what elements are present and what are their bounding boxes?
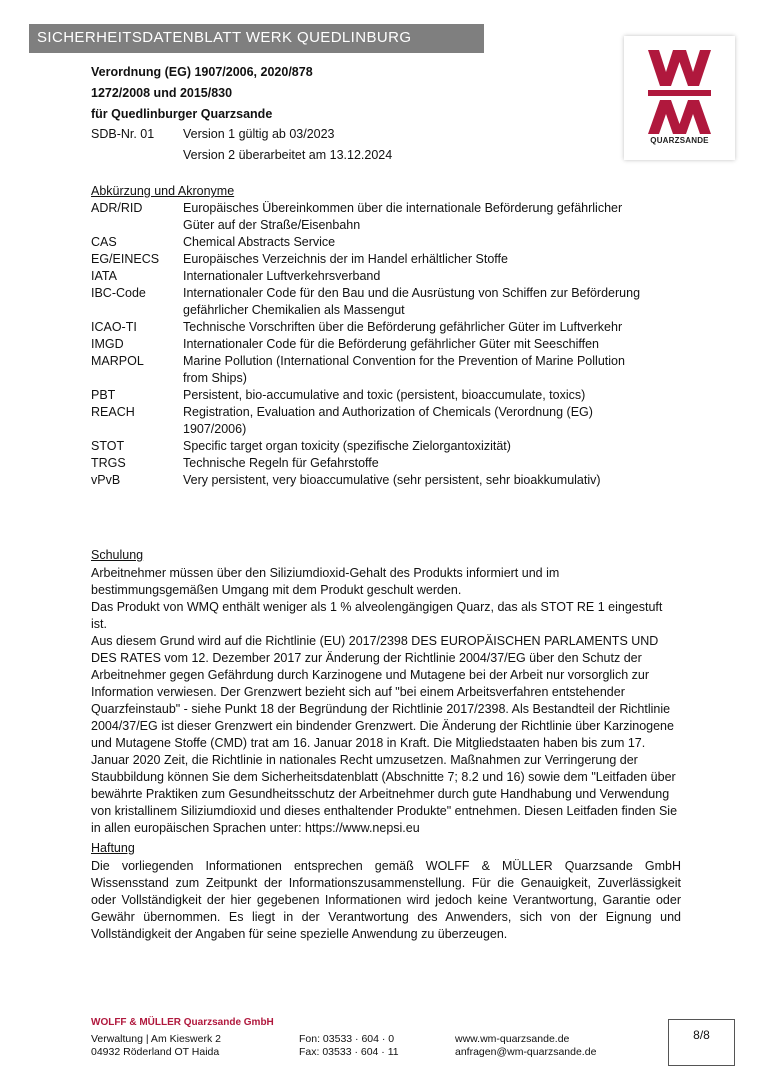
regulation-line-2: 1272/2008 und 2015/830 (91, 86, 233, 100)
abbreviation-key: TRGS (91, 456, 126, 470)
abbreviations-list (91, 200, 651, 489)
document-title: SICHERHEITSDATENBLATT WERK QUEDLINBURG (37, 29, 412, 46)
company-logo (624, 36, 735, 160)
abbreviation-row (91, 353, 651, 387)
abbreviation-key: REACH (91, 405, 135, 419)
abbreviation-key: ADR/RID (91, 201, 143, 215)
abbreviation-row (91, 251, 651, 268)
abbreviation-value: Specific target organ toxicity (spezifische Zielorgantoxizität) (183, 439, 511, 453)
abbreviation-row (91, 319, 651, 336)
training-heading: Schulung (91, 548, 144, 562)
page-number: 8/8 (693, 1028, 710, 1042)
abbreviation-value: Europäisches Übereinkommen über die internationale Beförderung gefährlicher Güter auf der Straße/Eisenbahn (183, 201, 623, 232)
abbreviation-row (91, 234, 651, 251)
abbreviation-key: STOT (91, 439, 125, 453)
sdb-number: SDB-Nr. 01 (91, 127, 155, 141)
regulation-line-1: Verordnung (EG) 1907/2006, 2020/878 (91, 65, 313, 79)
abbreviation-value: Very persistent, very bioaccumulative (sehr persistent, sehr bioakkumulativ) (183, 473, 601, 487)
sdb-version-2: Version 2 überarbeitet am 13.12.2024 (183, 148, 393, 162)
abbreviation-value: Chemical Abstracts Service (183, 235, 336, 249)
sdb-version-1: Version 1 gültig ab 03/2023 (183, 127, 335, 141)
footer-web (455, 1033, 596, 1059)
abbreviation-key: ICAO-TI (91, 320, 137, 334)
abbreviation-key: CAS (91, 235, 117, 249)
footer-address-line-1: Verwaltung | Am Kieswerk 2 (91, 1033, 221, 1045)
abbreviation-value: Internationaler Code für den Bau und die Ausrüstung von Schiffen zur Beförderung gefährlicher Chemikalien als Massengut (183, 286, 641, 317)
abbreviation-row (91, 404, 651, 438)
footer-address-line-2: 04932 Röderland OT Haida (91, 1046, 220, 1058)
page-number-box (668, 1019, 735, 1066)
logo-caption: QUARZSANDE (650, 136, 709, 145)
abbreviation-row (91, 336, 651, 353)
abbreviation-value: Registration, Evaluation and Authorization of Chemicals (Verordnung (EG) 1907/2006) (183, 405, 593, 436)
abbreviation-value: Persistent, bio-accumulative and toxic (persistent, bioaccumulate, toxics) (183, 388, 586, 402)
liability-text: Die vorliegenden Informationen entsprechen gemäß WOLFF & MÜLLER Quarzsande GmbH Wissensstand zum Zeitpunkt der Informationszusammenstellung. Für die Genauigkeit, Zuverlässigkeit oder Vollständigkeit der hier gegebenen Informationen wird jedoch keine Verantwortung, Garantie oder Gewähr übernommen. Es liegt in der Verantwortung des Anwenders, sich von der Eignung und Vollständigkeit der Angaben für seine spezielle Anwendung zu überzeugen. (91, 859, 681, 941)
liability-heading: Haftung (91, 841, 135, 855)
abbreviation-row (91, 455, 651, 472)
regulation-line-3: für Quedlinburger Quarzsande (91, 107, 273, 121)
training-paragraph-3: Aus diesem Grund wird auf die Richtlinie (EU) 2017/2398 DES EUROPÄISCHEN PARLAMENTS UND DES RATES vom 12. Dezember 2017 zur Änderung der Richtlinie 2004/37/EG über den Schutz der Arbeitnehmer gegen Gefährdung durch Karzinogene und Mutagene bei der Arbeit nur vorsorglich zur Information verwiesen. Der Grenzwert bezieht sich auf "bei einem Arbeitsverfahren entstehender Quarzfeinstaub" - siehe Punkt 18 der Begründung der Richtlinie 2017/2398. Als Bestandteil der Richtlinie 2004/37/EG ist dieser Grenzwert ein bindender Grenzwert. Die Änderung der Richtlinie über Karzinogene und Mutagene Stoffe (CMD) trat am 16. Januar 2018 in Kraft. Die Mitgliedstaaten haben bis zum 17. Januar 2020 Zeit, die Richtlinie in nationales Recht umzusetzen. Maßnahmen zur Verringerung der Staubbildung können Sie dem Sicherheitsdatenblatt (Abschnitte 7; 8.2 und 16) sowie dem "Leitfaden über bewährte Praktiken zum Gesundheitsschutz der Arbeitnehmer durch gute Handhabung und Verwendung von kristallinem Siliziumdioxid und dieses enthaltender Produkte" entnehmen. Diesen Leitfaden finden Sie in allen europäischen Sprachen unter: https://www.nepsi.eu (91, 634, 678, 835)
abbreviation-row (91, 387, 651, 404)
wm-logo-icon (648, 50, 711, 134)
abbreviation-value: Internationaler Code für die Beförderung gefährlicher Güter mit Seeschiffen (183, 337, 599, 351)
document-title-bar (29, 24, 484, 53)
training-paragraph-2: Das Produkt von WMQ enthält weniger als 1 % alveolengängigen Quarz, das als STOT RE 1 eingestuft ist. (91, 600, 663, 631)
abbreviation-row (91, 285, 651, 319)
footer-website-link[interactable]: www.wm-quarzsande.de (455, 1033, 570, 1045)
training-section (91, 565, 681, 837)
footer-company-name: WOLFF & MÜLLER Quarzsande GmbH (91, 1017, 274, 1028)
abbreviation-key: PBT (91, 388, 116, 402)
abbreviation-key: IATA (91, 269, 117, 283)
abbreviation-value: Marine Pollution (International Convention for the Prevention of Marine Pollution from Ships) (183, 354, 625, 385)
abbreviation-key: vPvB (91, 473, 121, 487)
footer-address (91, 1033, 221, 1059)
abbreviation-row (91, 200, 651, 234)
footer-fax: Fax: 03533 · 604 · 11 (299, 1046, 399, 1058)
footer-contact (299, 1033, 399, 1059)
abbreviation-value: Technische Vorschriften über die Beförderung gefährlicher Güter im Luftverkehr (183, 320, 623, 334)
abbreviation-key: IBC-Code (91, 286, 146, 300)
abbreviation-value: Technische Regeln für Gefahrstoffe (183, 456, 379, 470)
abbreviation-value: Europäisches Verzeichnis der im Handel erhältlicher Stoffe (183, 252, 508, 266)
abbreviation-key: EG/EINECS (91, 252, 160, 266)
footer-email-link[interactable]: anfragen@wm-quarzsande.de (455, 1046, 597, 1058)
abbreviation-key: MARPOL (91, 354, 144, 368)
abbreviation-row (91, 268, 651, 285)
abbreviation-row (91, 472, 651, 489)
abbreviations-heading: Abkürzung und Akronyme (91, 184, 235, 198)
abbreviation-value: Internationaler Luftverkehrsverband (183, 269, 381, 283)
footer-phone: Fon: 03533 · 604 · 0 (299, 1033, 395, 1045)
training-paragraph-1: Arbeitnehmer müssen über den Siliziumdioxid-Gehalt des Produkts informiert und im bestimmungsgemäßen Umgang mit dem Produkt geschult werden. (91, 566, 560, 597)
abbreviation-key: IMGD (91, 337, 124, 351)
abbreviation-row (91, 438, 651, 455)
